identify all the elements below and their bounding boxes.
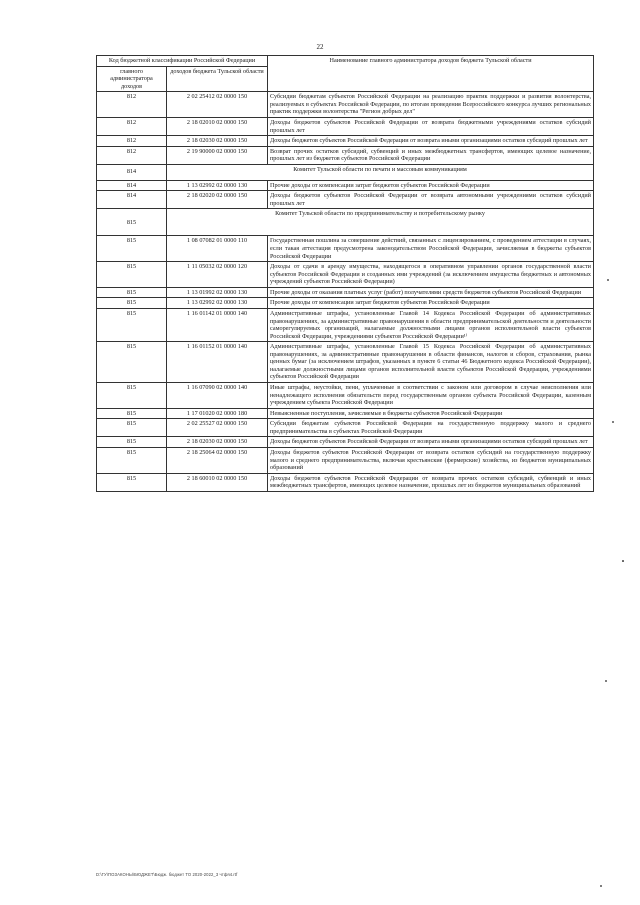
table-header-row [97,56,594,67]
revenue-code: 1 16 01142 01 0000 140 [167,308,268,341]
table-row [97,180,594,191]
table-row [97,447,594,473]
revenue-name: Доходы бюджетов субъектов Российской Федерации от возврата прочих остатков субсидий, субвенций и иных межбюджетных трансфертов, имеющих целевое назначение, прошлых лет из бюджетов муниципальных образований [268,473,594,491]
section-title: Комитет Тульской области по предпринимательству и потребительскому рынку [167,209,594,236]
administrator-code: 812 [97,136,167,147]
page-number: 22 [316,43,324,51]
table-row [97,342,594,383]
table-row [97,191,594,209]
revenue-code: 2 18 60010 02 0000 150 [167,473,268,491]
administrator-code: 815 [97,419,167,437]
administrator-code: 814 [97,164,167,180]
scan-speck [622,560,624,562]
revenue-name: Доходы бюджетов субъектов Российской Федерации от возврата иными организациями остатков субсидий прошлых лет [268,136,594,147]
revenue-name: Государственная пошлина за совершение действий, связанных с лицензированием, с проведением аттестации в случаях, если такая аттестация предусмотрена законодательством Российской Федерации, зачисляемая в бюджеты субъектов Российской Федерации [268,236,594,262]
administrator-code: 815 [97,473,167,491]
revenue-code: 2 18 02030 02 0000 150 [167,136,268,147]
administrator-code: 815 [97,308,167,341]
revenue-code: 1 13 02992 02 0000 130 [167,180,268,191]
table-row [97,136,594,147]
revenue-code: 1 17 01020 02 0000 180 [167,408,268,419]
revenue-code: 1 16 07090 02 0000 140 [167,383,268,409]
revenue-code: 2 02 25527 02 0000 150 [167,419,268,437]
table-row [97,383,594,409]
administrator-code: 814 [97,191,167,209]
revenue-code: 2 18 02010 02 0000 150 [167,117,268,135]
administrator-code: 815 [97,342,167,383]
revenue-code: 1 08 07082 01 0000 110 [167,236,268,262]
budget-classification-header: Код бюджетной классификации Российской Федерации [97,56,268,67]
revenue-name: Субсидии бюджетам субъектов Российской Федерации на государственную поддержку малого и среднего предпринимательства в субъектах Российской Федерации [268,419,594,437]
revenue-name: Административные штрафы, установленные Главой 15 Кодекса Российской Федерации об административных правонарушениях, за административные правонарушения в области финансов, налогов и сборов, страхования, рынка ценных бумаг (за исключением штрафов, указанных в пункте 6 статьи 46 Бюджетного кодекса Российской Федерации), налагаемые должностными лицами органов исполнительной власти субъектов Российской Федерации, учреждениями субъектов Российской Федерации [268,342,594,383]
administrator-code: 814 [97,180,167,191]
revenue-name: Доходы бюджетов субъектов Российской Федерации от возврата остатков субсидий на государственную поддержку малого и среднего предпринимательства, включая крестьянские (фермерские) хозяйства, из бюджетов муниципальных образований [268,447,594,473]
revenue-name: Субсидии бюджетам субъектов Российской Федерации на реализацию практик поддержки и развития волонтерства, реализуемых в субъектах Российской Федерации, по итогам проведения Всероссийского конкурса лучших региональных практик поддержки волонтерства "Регион добрых дел" [268,92,594,118]
table-row [97,298,594,309]
revenue-name: Доходы бюджетов субъектов Российской Федерации от возврата автономными учреждениями остатков субсидий прошлых лет [268,191,594,209]
administrator-name-header: Наименование главного администратора доходов бюджета Тульской области [268,56,594,92]
table-row [97,117,594,135]
revenue-code: 1 16 01152 01 0000 140 [167,342,268,383]
revenue-administrators-table [96,55,594,492]
main-administrator-header: главного администратора доходов [97,66,167,92]
table-row [97,308,594,341]
scan-speck [605,680,607,682]
revenue-code: 1 13 02992 02 0000 130 [167,298,268,309]
section-row [97,209,594,236]
administrator-code: 815 [97,298,167,309]
table-row [97,287,594,298]
section-title: Комитет Тульской области по печати и массовым коммуникациям [167,164,594,180]
administrator-code: 812 [97,146,167,164]
revenue-name: Прочие доходы от компенсации затрат бюджетов субъектов Российской Федерации [268,298,594,309]
administrator-code: 815 [97,236,167,262]
table-row [97,437,594,448]
revenue-name: Прочие доходы от оказания платных услуг (работ) получателями средств бюджетов субъектов Российской Федерации [268,287,594,298]
administrator-code: 815 [97,209,167,236]
section-row [97,164,594,180]
revenue-name: Иные штрафы, неустойки, пени, уплаченные в соответствии с законом или договором в случае неисполнения или ненадлежащего исполнения обязательств перед государственным органом субъекта Российской Федерации, казенным учреждением субъекта Российской Федерации [268,383,594,409]
revenue-name: Доходы бюджетов субъектов Российской Федерации от возврата иными организациями остатков субсидий прошлых лет [268,437,594,448]
table-row [97,473,594,491]
administrator-code: 815 [97,447,167,473]
table-row [97,419,594,437]
revenue-name: Административные штрафы, установленные Главой 14 Кодекса Российской Федерации об административных правонарушениях, за административные правонарушения в области предпринимательской деятельности и деятельности саморегулируемых организаций, налагаемые должностными лицами органов исполнительной власти субъектов Российской Федерации, учреждениями субъектов Российской Федерации¹⁾ [268,308,594,341]
table-row [97,146,594,164]
revenue-name: Возврат прочих остатков субсидий, субвенций и иных межбюджетных трансфертов, имеющих целевое назначение, прошлых лет из бюджетов субъектов Российской Федерации [268,146,594,164]
administrator-code: 815 [97,437,167,448]
administrator-code: 812 [97,92,167,118]
revenue-name: Прочие доходы от компенсации затрат бюджетов субъектов Российской Федерации [268,180,594,191]
administrator-code: 812 [97,117,167,135]
revenue-code-header: доходов бюджета Тульской области [167,66,268,92]
revenue-code: 1 13 01992 02 0000 130 [167,287,268,298]
revenue-code: 2 02 25412 02 0000 150 [167,92,268,118]
scan-speck [612,421,614,423]
administrator-code: 815 [97,408,167,419]
revenue-name: Доходы от сдачи в аренду имущества, находящегося в оперативном управлении органов государственной власти субъектов Российской Федерации и созданных ими учреждений (за исключением имущества бюджетных и автономных учреждений субъектов Российской Федерации) [268,262,594,288]
revenue-code: 2 18 02030 02 0000 150 [167,437,268,448]
revenue-name: Доходы бюджетов субъектов Российской Федерации от возврата бюджетными учреждениями остатков субсидий прошлых лет [268,117,594,135]
table-row [97,262,594,288]
scan-speck [607,279,609,281]
revenue-name: Невыясненные поступления, зачисляемые в бюджеты субъектов Российской Федерации [268,408,594,419]
table-row [97,408,594,419]
administrator-code: 815 [97,262,167,288]
administrator-code: 815 [97,287,167,298]
administrator-code: 815 [97,383,167,409]
revenue-code: 2 18 25064 02 0000 150 [167,447,268,473]
revenue-code: 1 11 05032 02 0000 120 [167,262,268,288]
revenue-code: 2 19 90000 02 0000 150 [167,146,268,164]
table-row [97,92,594,118]
revenue-code: 2 18 02020 02 0000 150 [167,191,268,209]
table-row [97,236,594,262]
file-path-footer: D:\ГУ\ПОЗАКОНЫ\БЮДЖЕТ\Бюдж. бюджет ТО 2020-2022_3 чтфя4.rtf [96,872,238,877]
scan-speck [600,885,602,887]
